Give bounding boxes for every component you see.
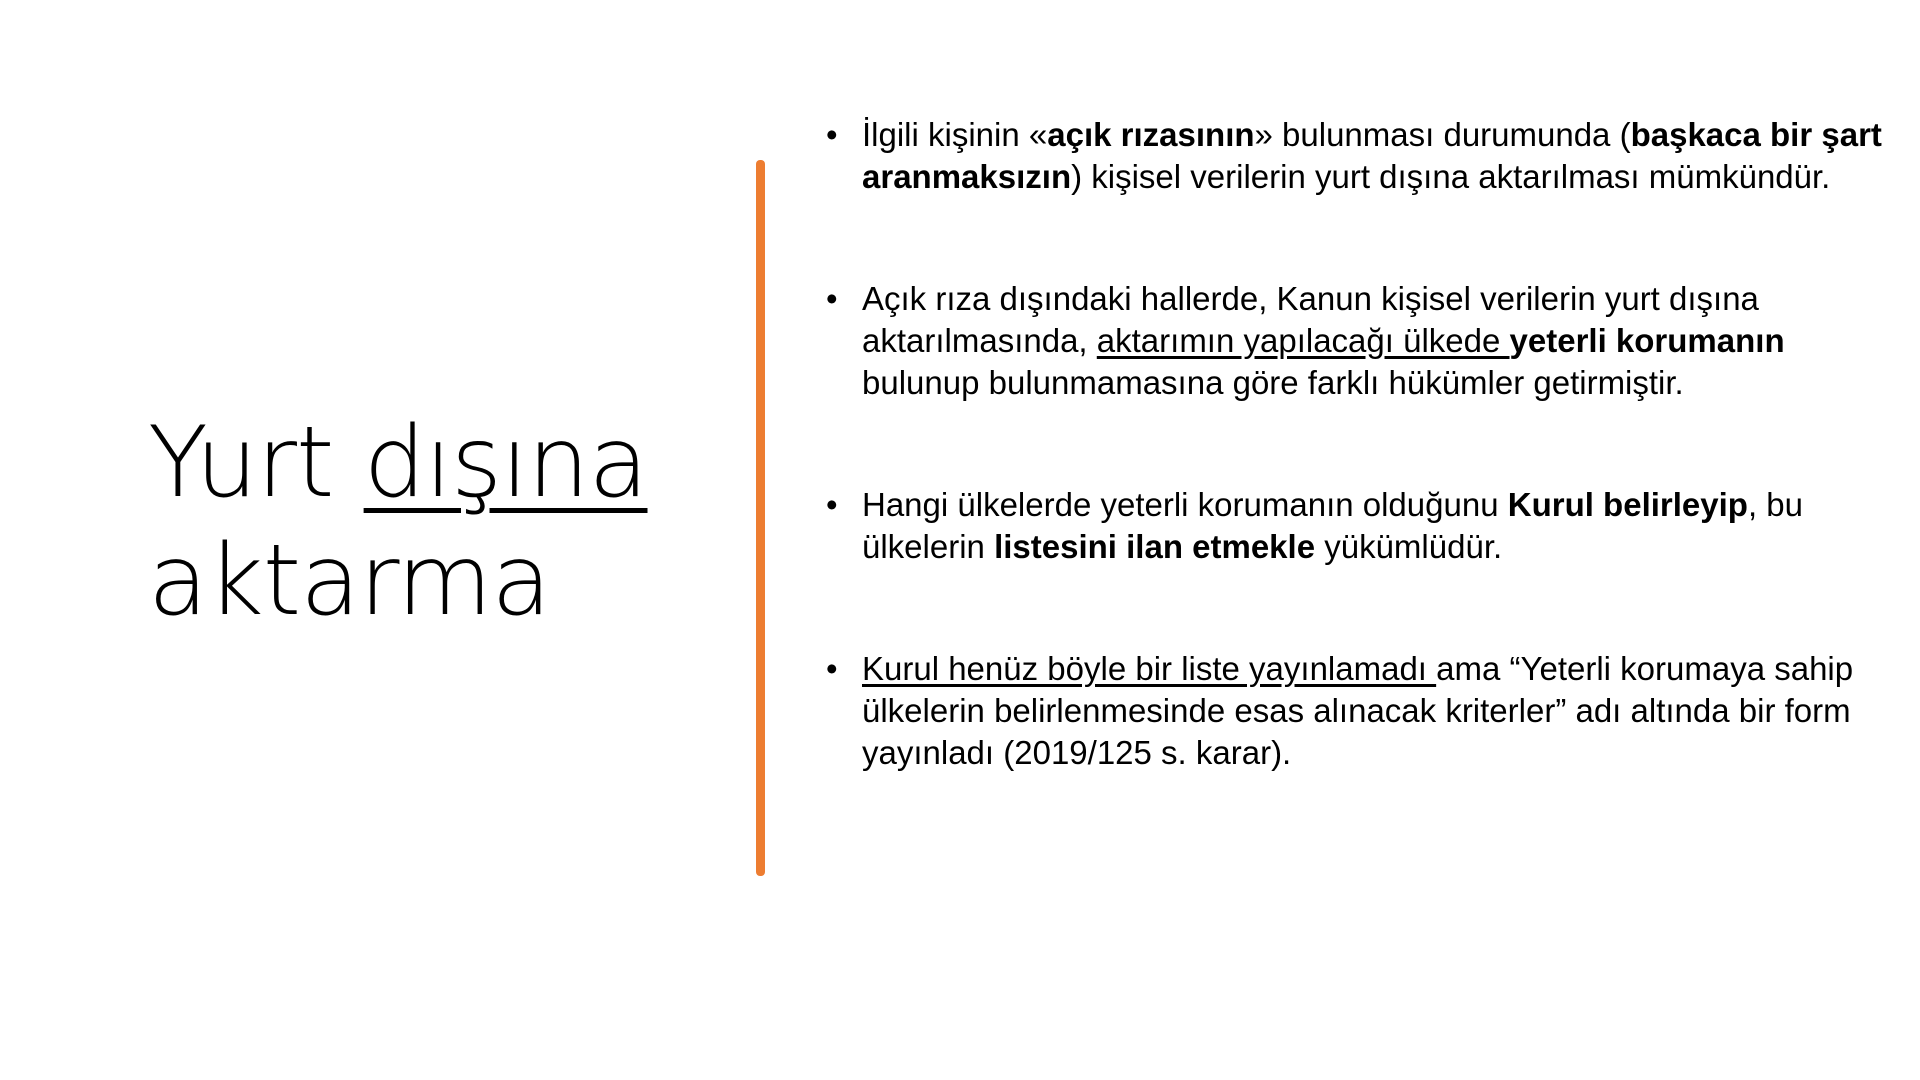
bullet-dot: • xyxy=(826,650,838,687)
bullet-text: ) kişisel verilerin yurt dışına aktarılması mümkündür. xyxy=(1071,158,1831,195)
bullet-text-bold: yeterli korumanın xyxy=(1509,322,1785,359)
bullet-item-3 xyxy=(826,484,1906,568)
bullet-text: , bu ülkelerin xyxy=(862,486,1803,565)
bullet-text: bulunup bulunmamasına göre farklı hükümler getirmiştir. xyxy=(862,364,1684,401)
bullet-text-underlined: aktarımın yapılacağı ülkede xyxy=(1096,322,1510,359)
bullet-text-underlined: Kurul henüz böyle bir liste yayınlamadı xyxy=(862,650,1437,687)
bullet-text: Hangi ülkelerde yeterli korumanın olduğunu xyxy=(862,486,1508,523)
bullet-text-bold: Kurul belirleyip xyxy=(1507,486,1748,523)
title-underlined-word: dışına xyxy=(363,406,648,520)
bullet-list xyxy=(826,114,1906,854)
slide-title xyxy=(148,404,708,640)
bullet-text-bold: listesini ilan etmekle xyxy=(994,528,1316,565)
bullet-item-4 xyxy=(826,648,1906,774)
bullet-dot: • xyxy=(826,486,838,523)
bullet-text: yükümlüdür. xyxy=(1315,528,1503,565)
title-part-1: Yurt xyxy=(148,406,364,520)
bullet-text-bold: başkaca bir şart aranmaksızın xyxy=(862,116,1882,195)
bullet-text: ama “Yeterli korumaya sahip ülkelerin belirlenmesinde esas alınacak kriterler” adı altında bir form yayınladı (2019/125 s. karar). xyxy=(862,650,1854,771)
vertical-divider xyxy=(756,160,765,876)
bullet-text-bold: açık rızasının xyxy=(1047,116,1255,153)
title-part-3: aktarma xyxy=(148,524,551,638)
bullet-text: Açık rıza dışındaki hallerde, Kanun kişisel verilerin yurt dışına aktarılmasında, xyxy=(862,280,1759,359)
bullet-dot: • xyxy=(826,116,838,153)
bullet-item-1 xyxy=(826,114,1906,198)
bullet-text: » bulunması durumunda ( xyxy=(1254,116,1631,153)
bullet-text: İlgili kişinin « xyxy=(862,116,1048,153)
bullet-dot: • xyxy=(826,280,838,317)
bullet-item-2 xyxy=(826,278,1906,404)
